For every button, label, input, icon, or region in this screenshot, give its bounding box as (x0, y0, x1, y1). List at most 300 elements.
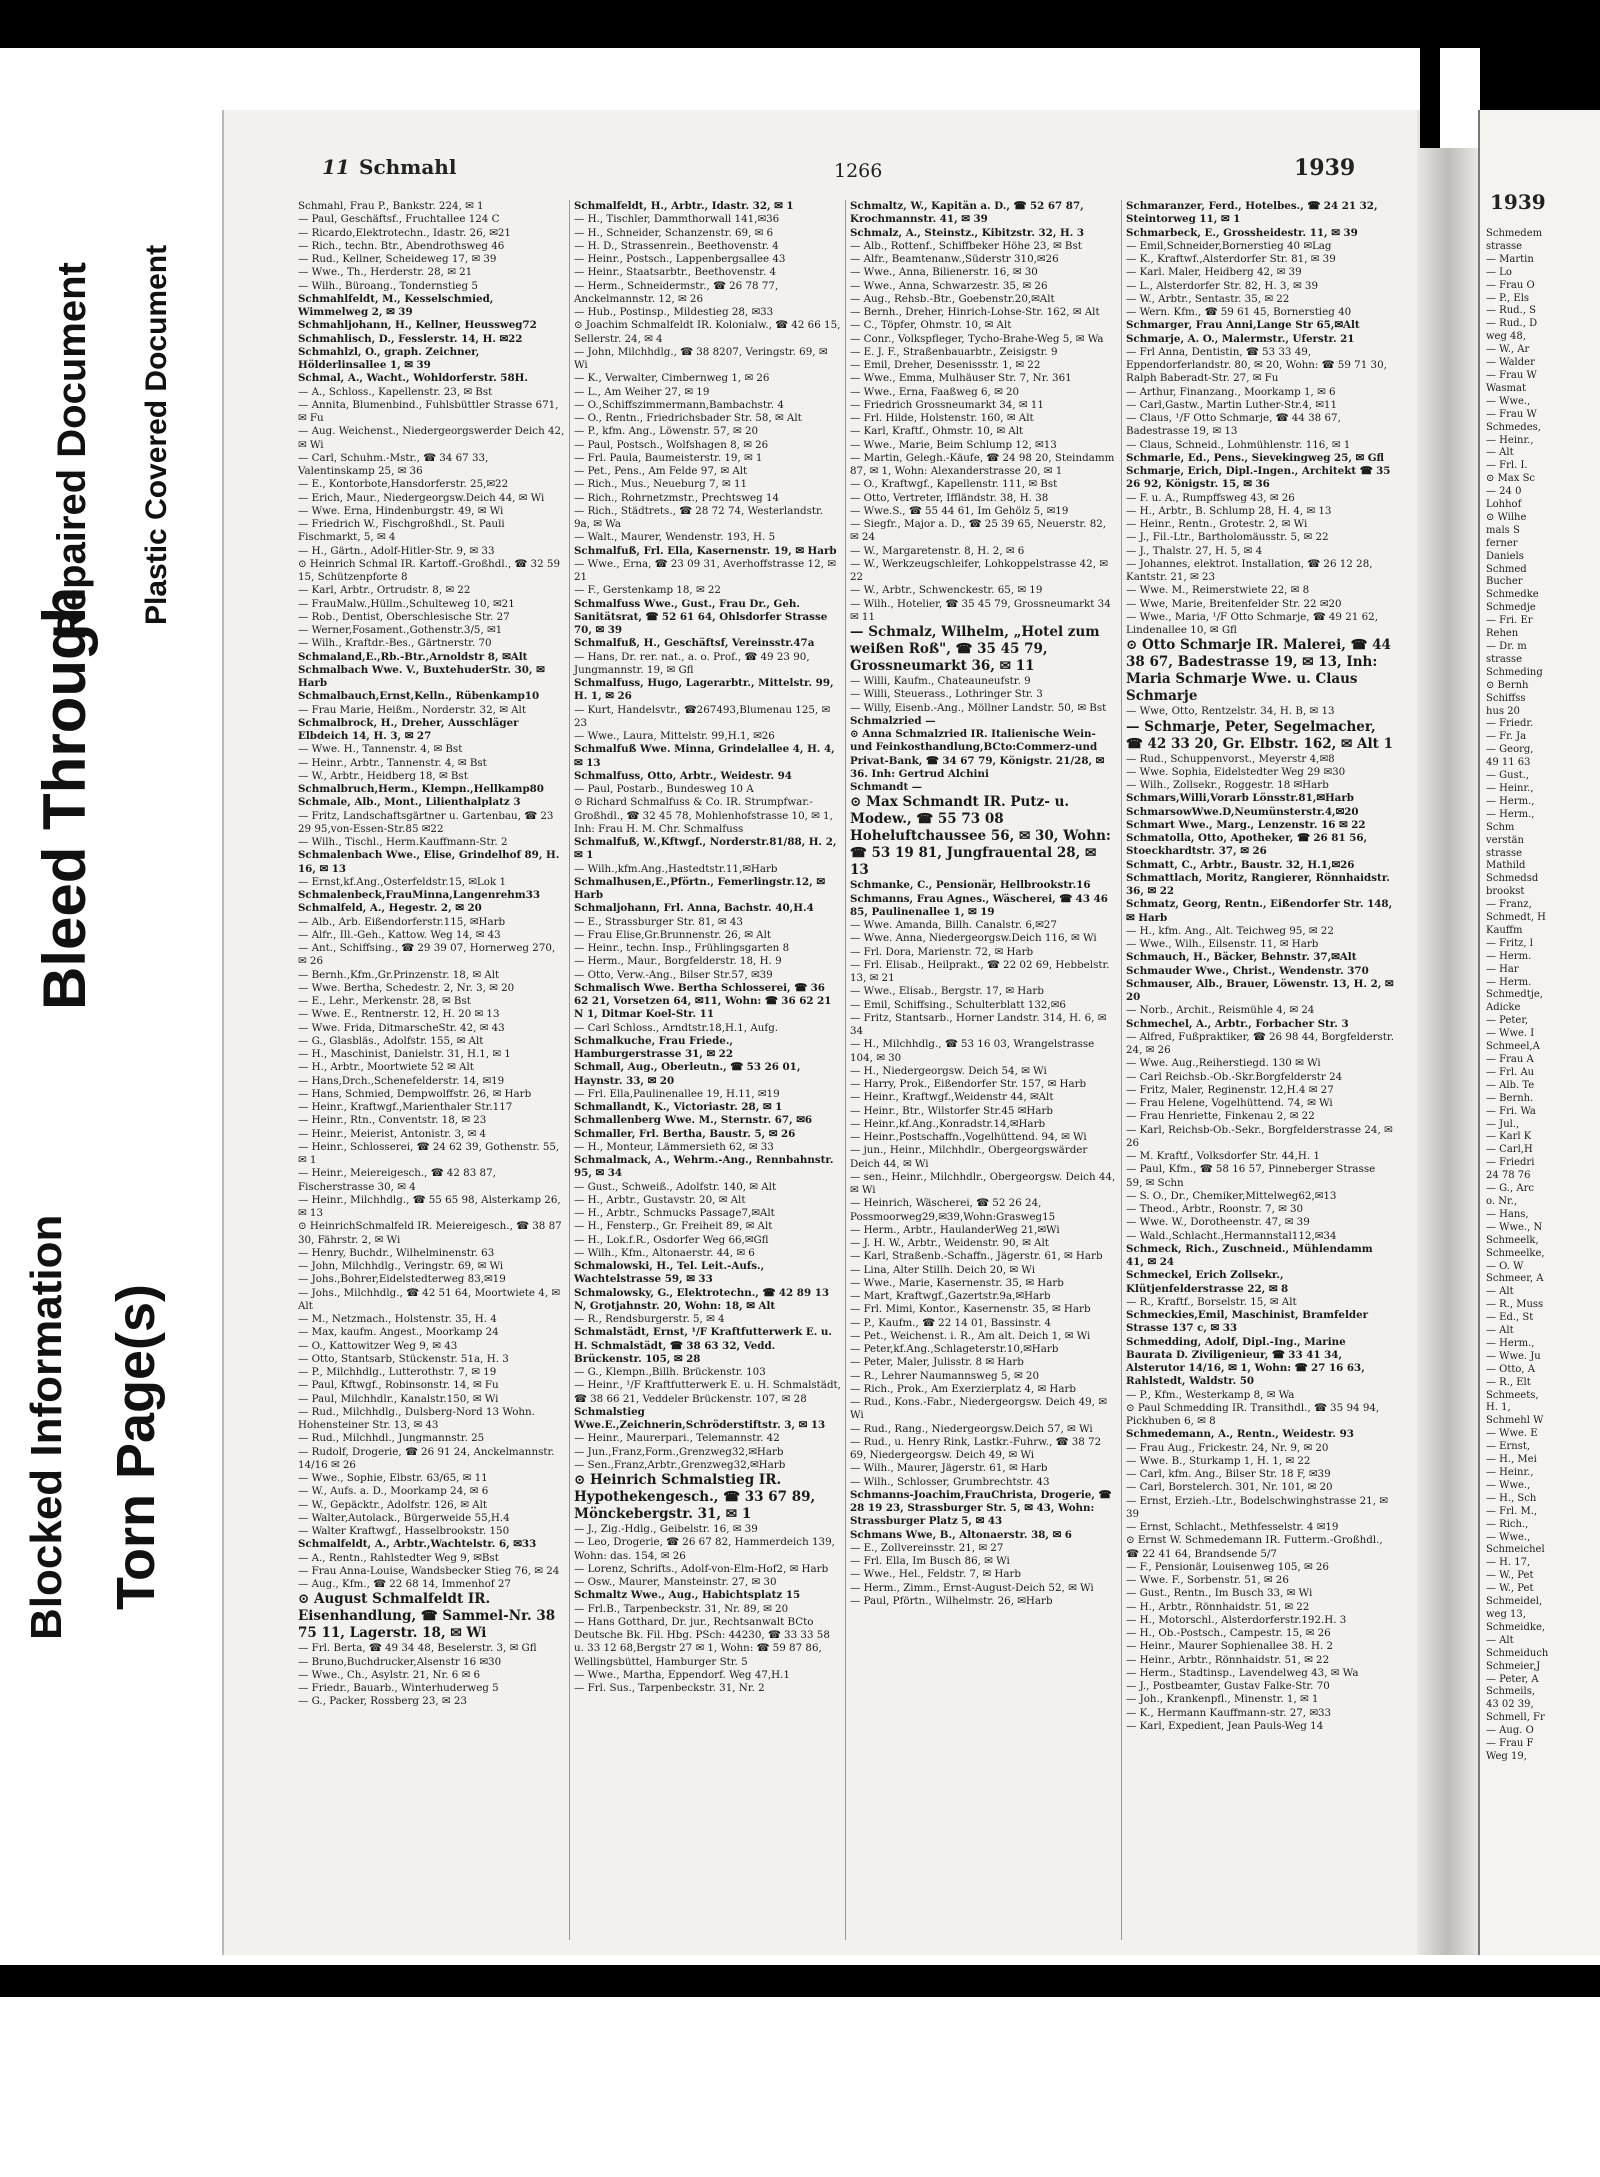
adjacent-page-line: — Herm., (1486, 808, 1535, 820)
directory-entry: — Max, kaufm. Angest., Moorkamp 24 (298, 1326, 499, 1339)
directory-entry: — Herm., Schneidermstr., ☎ 26 78 77, Anckelmannstr. 12, ✉ 26 (574, 279, 779, 305)
directory-entry: Schmalkuche, Frau Friede., Hamburgerstrasse 31, ✉ 22 (574, 1034, 734, 1060)
directory-entry: — Annita, Blumenbind., Fuhlsbüttler Strasse 671, ✉ Fu (298, 398, 559, 424)
directory-entry: — Friedr., Bauarb., Winterhuderweg 5 (298, 1682, 499, 1694)
directory-entry: — Herm., Stadtinsp., Lavendelweg 43, ✉ Wa (1126, 1666, 1359, 1679)
adjacent-page-line: Mathild (1486, 860, 1526, 872)
directory-entry: Schmatt, C., Arbtr., Baustr. 32, H.1,✉26 (1126, 858, 1355, 871)
adjacent-page-line: — Wwe., (1486, 1479, 1531, 1491)
adjacent-page-line: — Friedri (1486, 1157, 1535, 1169)
adjacent-page-line: — Frau O (1486, 279, 1535, 291)
directory-entry: Schmahljohann, H., Kellner, Heussweg72 (298, 319, 537, 332)
label-plastic-covered-document: Plastic Covered Document (140, 244, 173, 625)
directory-entry: — John, Milchhdlg., ☎ 38 8207, Veringstr. 69, ✉ Wi (574, 345, 828, 371)
directory-entry: — W., Werkzeugschleifer, Lohkoppelstrasse 42, ✉ 22 (850, 557, 1108, 583)
directory-entry: Schmauch, H., Bäcker, Behnstr. 37,✉Alt (1126, 951, 1357, 964)
directory-entry: — Friedrich Grossneumarkt 34, ✉ 11 (850, 398, 1044, 411)
directory-entry: — Carl, Schuhm.-Mstr., ☎ 34 67 33, Valentinskamp 25, ✉ 36 (298, 451, 489, 477)
directory-entry: Schmahlfeldt, M., Kesselschmied, Wimmelweg 2, ✉ 39 (298, 292, 494, 318)
directory-entry: — Martin, Gelegh.-Käufe, ☎ 24 98 20, Steindamm 87, ✉ 1, Wohn: Alexanderstrasse 20, ✉ 1 (850, 451, 1115, 477)
adjacent-page-line: — Lo (1486, 266, 1512, 278)
adjacent-page-line: — W., Ar (1486, 344, 1530, 356)
directory-entry: — S. O., Dr., Chemiker,Mittelweg62,✉13 (1126, 1189, 1337, 1202)
directory-entry: — Frl. Sus., Tarpenbeckstr. 31, Nr. 2 (574, 1682, 765, 1694)
directory-entry: — Wwe., Marie, Beim Schlump 12, ✉13 (850, 438, 1057, 451)
directory-entry: — Willy, Eisenb.-Ang., Möllner Landstr. 50, ✉ Bst (850, 701, 1107, 714)
directory-entry: Schmalhusen,E.,Pförtn., Femerlingstr.12, ✉ Harb (574, 875, 825, 901)
directory-entry: — Wwe. W., Dorotheenstr. 47, ✉ 39 (1126, 1216, 1310, 1229)
directory-entry: — O., Rentn., Friedrichsbader Str. 58, ✉ Alt (574, 412, 802, 424)
directory-entry: — Hans Gotthard, Dr. jur., Rechtsanwalt BCto Deutsche Bk. Fil. Hbg. PSch: 44230, ☎ 33 33 58 u. 33 12 68,Bergstr 27 ✉ 1, Wohn: ☎ 59 87 86, Wellingsbüttel, Hamburger Str. 5 (574, 1615, 830, 1668)
directory-entry: — L., Am Weiher 27, ✉ 19 (574, 385, 710, 398)
directory-entry: — Wwe., Martha, Eppendorf. Weg 47,H.1 (574, 1668, 790, 1681)
directory-entry: Schmans Wwe, B., Altonaerstr. 38, ✉ 6 (850, 1528, 1072, 1541)
directory-entry: Schmatolla, Otto, Apotheker, ☎ 26 81 56, Stoeckhardtstr. 37, ✉ 26 (1126, 832, 1368, 858)
directory-entry: Schmarje, A. O., Malermstr., Uferstr. 21 (1126, 332, 1355, 345)
adjacent-page-line: — R., Muss (1486, 1299, 1544, 1311)
adjacent-page-line: Daniels (1486, 550, 1524, 562)
directory-entry: — Hub., Postinsp., Mildestieg 28, ✉33 (574, 306, 774, 318)
directory-entry: ⊙ Max Schmandt IR. Putz- u. Modew., ☎ 55 73 08 Hoheluftchaussee 56, ✉ 30, Wohn: ☎ 53 19 81, Jungfrauental 28, ✉ 13 (850, 794, 1111, 879)
adjacent-page-line: — H., Mei (1486, 1454, 1537, 1466)
directory-entry: — Werner,Fosament.,Gothenstr.3/5, ✉1 (298, 624, 503, 636)
adjacent-page-line: — Alt (1486, 1325, 1514, 1337)
directory-entry: — Rich., Rohrnetzmstr., Prechtsweg 14 (574, 491, 780, 504)
directory-entry: — Frl Anna, Dentistin, ☎ 53 33 49, Eppendorferlandstr. 80, ✉ 20, Wohn: ☎ 59 71 30, Ralph Baberadt-Str. 27, ✉ Fu (1126, 345, 1387, 385)
directory-entry: — Frl. Elisab., Heilprakt., ☎ 22 02 69, Hebbelstr. 13, ✉ 21 (850, 958, 1110, 984)
directory-entry: — Joh., Krankenpfl., Minenstr. 1, ✉ 1 (1126, 1693, 1319, 1706)
adjacent-page-line: — Frl. Au (1486, 1066, 1535, 1078)
directory-entry: — Rich., Prok., Am Exerzierplatz 4, ✉ Harb (850, 1382, 1076, 1395)
directory-entry: — K., Hermann Kauffmann-str. 27, ✉33 (1126, 1706, 1332, 1719)
directory-entry: ⊙ Heinrich Schmal IR. Kartoff.-Großhdl., ☎ 32 59 15, Schützenpforte 8 (298, 557, 561, 583)
directory-entry: Schmauser, Alb., Brauer, Löwenstr. 13, H. 2, ✉ 20 (1126, 977, 1394, 1003)
label-repaired-document: Repaired Document (50, 262, 94, 640)
directory-entry: Schmalstieg Wwe.E.,Zeichnerin,Schröderstiftstr. 3, ✉ 13 (574, 1405, 826, 1431)
directory-entry: — Otto, Vertreter, Iffländstr. 38, H. 38 (850, 491, 1049, 504)
directory-entry: — Heinr., Rtn., Conventstr. 18, ✉ 23 (298, 1114, 487, 1127)
adjacent-page-line: 49 11 63 (1486, 757, 1531, 769)
adjacent-page-line: Schmell, Fr (1486, 1712, 1545, 1724)
adjacent-page-line: Schmeding (1486, 666, 1543, 678)
directory-entry: Schmall, Aug., Oberleutn., ☎ 53 26 01, Haynstr. 33, ✉ 20 (574, 1061, 801, 1087)
directory-entry: Schmale, Alb., Mont., Lilienthalplatz 3 (298, 796, 521, 809)
directory-entry: Schmallandt, K., Victoriastr. 28, ✉ 1 (574, 1101, 783, 1113)
directory-entry: — Wwe., Emma, Mulhäuser Str. 7, Nr. 361 (850, 372, 1072, 385)
directory-entry: — Frl.B., Tarpenbeckstr. 31, Nr. 89, ✉ 20 (574, 1602, 789, 1615)
directory-entry: — Frau Helene, Vogelhüttend. 74, ✉ Wi (1126, 1097, 1333, 1109)
directory-entry: — Wwe. B., Sturkamp 1, H. 1, ✉ 22 (1126, 1454, 1311, 1467)
adjacent-page-line: Adicke (1486, 1002, 1521, 1014)
directory-entry: ⊙ HeinrichSchmalfeld IR. Meiereigesch., ☎ 38 87 30, Fährstr. 2, ✉ Wi (298, 1220, 562, 1246)
adjacent-page-line: — Carl,H (1486, 1144, 1533, 1156)
directory-entry: — Wwe. Erna, Hindenburgstr. 49, ✉ Wi (298, 504, 504, 517)
directory-entry: — Carl Reichsb.-Ob.-Skr.Borgfelderstr 24 (1126, 1070, 1343, 1083)
directory-entry: — H., Motorschl., Alsterdorferstr.192.H. 3 (1126, 1613, 1347, 1626)
adjacent-page-line: Schmeichel (1486, 1544, 1545, 1556)
directory-entry: — Osw., Maurer, Mansteinstr. 27, ✉ 30 (574, 1576, 777, 1588)
directory-entry: — Ricardo,Elektrotechn., Idastr. 26, ✉21 (298, 226, 511, 239)
directory-entry: — Paul, Milchhdlr., Kanalstr.150, ✉ Wi (298, 1392, 499, 1405)
directory-entry: — Wwe., Anna, Schwarzestr. 35, ✉ 26 (850, 279, 1048, 292)
directory-entry: — Karl, Kraftf., Ohmstr. 10, ✉ Alt (850, 425, 1024, 438)
directory-entry: — Rudolf, Drogerie, ☎ 26 91 24, Anckelmannstr. 14/16 ✉ 26 (298, 1445, 555, 1471)
directory-entry: — W., Gepäcktr., Adolfstr. 126, ✉ Alt (298, 1498, 488, 1511)
directory-entry: — Heinr.,kf.Ang.,Konradstr.14,✉Harb (850, 1117, 1046, 1130)
page-number: 1266 (834, 160, 883, 182)
directory-entry: — L., Alsterdorfer Str. 82, H. 3, ✉ 39 (1126, 279, 1319, 292)
entry-columns (294, 200, 1404, 1940)
adjacent-page-line: — O. W (1486, 1260, 1524, 1272)
adjacent-page-line: Kauffm (1486, 924, 1523, 936)
directory-entry: — Henry, Buchdr., Wilhelminenstr. 63 (298, 1246, 495, 1259)
directory-entry: Schmaller, Frl. Bertha, Baustr. 5, ✉ 26 (574, 1127, 796, 1140)
directory-entry: Schmalfeldt, A., Arbtr.,Wachtelstr. 6, ✉33 (298, 1538, 537, 1551)
directory-entry: — Frau Elise,Gr.Brunnenstr. 26, ✉ Alt (574, 928, 772, 941)
directory-entry: — Heinr., Meiereigesch., ☎ 42 83 87, Fischerstrasse 30, ✉ 4 (298, 1167, 496, 1193)
directory-entry: — Wwe., Ch., Asylstr. 21, Nr. 6 ✉ 6 (298, 1668, 481, 1681)
directory-entry: — Rud., Milchhdl., Jungmannstr. 25 (298, 1432, 485, 1445)
directory-entry: Schmalbrock, H., Dreher, Ausschläger Elbdeich 14, H. 3, ✉ 27 (298, 716, 519, 742)
directory-entry: — jun., Heinr., Milchhdlr., Obergeorgswärder Deich 44, ✉ Wi (850, 1144, 1088, 1170)
directory-entry: — Frl. Mimi, Kontor., Kasernenstr. 35, ✉ Harb (850, 1303, 1091, 1316)
adjacent-page-line: Schmeelke, (1486, 1247, 1545, 1259)
directory-entry: — Frau Aug., Frickestr. 24, Nr. 9, ✉ 20 (1126, 1441, 1329, 1454)
directory-entry: Schmahlzl, O., graph. Zeichner, Hölderlinsallee 1, ✉ 39 (298, 345, 480, 371)
directory-entry: — Wern. Kfm., ☎ 59 61 45, Bornerstieg 40 (1126, 306, 1352, 318)
adjacent-page-line: — Alt (1486, 1286, 1514, 1298)
adjacent-page-line: — Wwe., N (1486, 1221, 1543, 1233)
directory-entry: — Rob., Dentist, Oberschlesische Str. 27 (298, 610, 510, 623)
adjacent-page-line: Schmeiduch (1486, 1647, 1549, 1659)
directory-entry: — Pet., Weichenst. i. R., Am alt. Deich 1, ✉ Wi (850, 1329, 1091, 1342)
directory-entry: — C., Töpfer, Ohmstr. 10, ✉ Alt (850, 319, 1012, 332)
directory-entry: — Rich., Mus., Neueburg 7, ✉ 11 (574, 478, 748, 491)
directory-entry: — H., kfm. Ang., Alt. Teichweg 95, ✉ 22 (1126, 924, 1334, 937)
directory-entry: — G., Packer, Rossberg 23, ✉ 23 (298, 1695, 467, 1708)
adjacent-page-line: weg 13, (1486, 1608, 1526, 1620)
directory-entry: — Ernst,kf.Ang.,Osterfeldstr.15, ✉Lok 1 (298, 875, 507, 888)
adjacent-page-line: — H., Sch (1486, 1492, 1537, 1504)
column-1 (294, 200, 570, 1940)
directory-entry: Schmahlisch, D., Fesslerstr. 14, H. ✉22 (298, 332, 523, 345)
directory-entry: Schmalz, A., Steinstz., Kibitzstr. 32, H. 3 (850, 226, 1085, 239)
directory-entry: — J. H. W., Arbtr., Weidenstr. 90, ✉ Alt (850, 1237, 1049, 1249)
directory-entry: — K., Verwalter, Cimbernweg 1, ✉ 26 (574, 372, 770, 385)
directory-entry: — Fritz, Stantsarb., Horner Landstr. 314, H. 6, ✉ 34 (850, 1011, 1107, 1037)
directory-entry: — Lina, Alter Stillh. Deich 20, ✉ Wi (850, 1263, 1035, 1276)
directory-entry: — H., Gärtn., Adolf-Hitler-Str. 9, ✉ 33 (298, 544, 495, 557)
adjacent-page-line: — Georg, (1486, 744, 1534, 756)
adjacent-page-line: ⊙ Wilhe (1486, 511, 1527, 523)
directory-entry: — Willi, Kaufm., Chateauneufstr. 9 (850, 675, 1031, 687)
adjacent-page-line: — Heinr., (1486, 434, 1534, 446)
directory-page (222, 110, 1419, 1955)
adjacent-page-line: — Hans, (1486, 1208, 1529, 1220)
directory-entry: Schmalowski, H., Tel. Leit.-Aufs., Wachtelstrasse 59, ✉ 33 (574, 1260, 765, 1286)
directory-entry: — Heinr.,Postschaffn.,Vogelhüttend. 94, ✉ Wi (850, 1131, 1087, 1143)
directory-entry: Schmanns, Frau Agnes., Wäscherei, ☎ 43 46 85, Paulinenallee 1, ✉ 19 (850, 892, 1108, 918)
directory-entry: — Wilh.,kfm.Ang.,Hastedtstr.11,✉Harb (574, 862, 778, 875)
adjacent-page-line: — Friedr. (1486, 718, 1534, 730)
adjacent-page-line: Schmeidke, (1486, 1621, 1546, 1633)
adjacent-page-line: — Wwe. E (1486, 1428, 1538, 1440)
adjacent-page-line: Bucher (1486, 576, 1523, 588)
adjacent-page-line: — Fritz, l (1486, 937, 1533, 949)
adjacent-page-line: 24 78 76 (1486, 1170, 1531, 1182)
directory-entry: — Lorenz, Schrifts., Adolf-von-Elm-Hof2, ✉ Harb (574, 1562, 829, 1575)
directory-entry: — O., Kattowitzer Weg 9, ✉ 43 (298, 1339, 458, 1352)
directory-entry: — Frl. Dora, Marienstr. 72, ✉ Harb (850, 945, 1034, 958)
directory-entry: — O., Kraftwgf., Kapellenstr. 111, ✉ Bst (850, 478, 1058, 491)
directory-entry: Schmalfuss, Hugo, Lagerarbtr., Mittelstr. 99, H. 1, ✉ 26 (574, 677, 834, 703)
column-4 (1122, 200, 1398, 1940)
directory-entry: — Karl. Maler, Heidberg 42, ✉ 39 (1126, 266, 1302, 279)
directory-entry: Schmechel, A., Arbtr., Forbacher Str. 3 (1126, 1017, 1349, 1030)
directory-entry: Schmalbach Wwe. V., BuxtehuderStr. 30, ✉ Harb (298, 663, 545, 689)
directory-entry: — Wilh., Schlosser, Grumbrechtstr. 43 (850, 1475, 1050, 1488)
directory-entry: — Carl Schloss., Arndtstr.18,H.1, Aufg. (574, 1021, 779, 1034)
directory-entry: — Wwe., Anna, Bilienerstr. 16, ✉ 30 (850, 266, 1038, 279)
directory-entry: — Siegfr., Major a. D., ☎ 25 39 65, Neuerstr. 82, ✉ 24 (850, 518, 1107, 544)
adjacent-page-line: ⊙ Bernh (1486, 679, 1529, 691)
directory-entry: — Carl, Borstelerch. 301, Nr. 101, ✉ 20 (1126, 1481, 1333, 1494)
directory-entry: — Bernh., Dreher, Hinrich-Lohse-Str. 162, ✉ Alt (850, 306, 1100, 318)
directory-entry: — Otto, Stantsarb, Stückenstr. 51a, H. 3 (298, 1352, 509, 1365)
directory-entry: — Wwe. F., Sorbenstr. 51, ✉ 26 (1126, 1574, 1289, 1586)
adjacent-page-line: — Rud., S (1486, 305, 1536, 317)
directory-entry: — Ant., Schiffsing., ☎ 29 39 07, Hornerweg 270, ✉ 26 (298, 942, 556, 968)
directory-entry: — Heinr., Staatsarbtr., Beethovenstr. 4 (574, 266, 777, 279)
directory-entry: — Aug., Rehsb.-Btr., Goebenstr.20,✉Alt (850, 292, 1055, 305)
defect-labels-panel (0, 140, 220, 1940)
directory-entry: — Emil, Schiffsing., Schulterblatt 132,✉6 (850, 998, 1066, 1011)
directory-entry: Schmaltz Wwe., Aug., Habichtsplatz 15 (574, 1589, 801, 1602)
directory-entry: — Claus, ¹/F Otto Schmarje, ☎ 44 38 67, Badestrasse 19, ✉ 13 (1126, 412, 1341, 438)
directory-entry: — Bruno,Buchdrucker,Alsenstr 16 ✉30 (298, 1655, 502, 1668)
directory-entry: — Heinr., techn. Insp., Frühlingsgarten 8 (574, 942, 790, 954)
directory-entry: — Wwe., Sophie, Elbstr. 63/65, ✉ 11 (298, 1472, 488, 1484)
adjacent-page-line: Schmeelk, (1486, 1234, 1539, 1246)
directory-entry: Schmattlach, Moritz, Rangierer, Rönnhaidstr. 36, ✉ 22 (1126, 871, 1390, 897)
directory-entry: — sen., Heinr., Milchhdlr., Obergeorgsw. Deich 44, ✉ Wi (850, 1170, 1116, 1196)
adjacent-page-line: Schmeidel, (1486, 1596, 1543, 1608)
directory-entry: Schmahl, Frau P., Bankstr. 224, ✉ 1 (298, 200, 484, 212)
adjacent-page-line: — W., Pet (1486, 1583, 1534, 1595)
adjacent-page-line: Lohhof (1486, 499, 1522, 511)
directory-entry: ⊙ Paul Schmedding IR. Transithdl., ☎ 35 94 94, Pickhuben 6, ✉ 8 (1126, 1401, 1380, 1427)
directory-entry: — Wilh., Kraftdr.-Bes., Gärtnerstr. 70 (298, 637, 492, 650)
directory-entry: — W., Aufs. a. D., Moorkamp 24, ✉ 6 (298, 1485, 489, 1498)
top-right-paper-edge (1440, 48, 1480, 148)
adjacent-page-line: Schmedke (1486, 589, 1539, 601)
directory-entry: ⊙ Anna Schmalzried IR. Italienische Wein- und Feinkosthandlung,BCto:Commerz-und Privat-Bank, ☎ 34 67 79, Königstr. 21/28, ✉ 36. Inh: Gertrud Alchini (850, 728, 1105, 780)
directory-entry: — Wilh., Kfm., Altonaerstr. 44, ✉ 6 (574, 1246, 755, 1259)
directory-entry: — Schmarje, Peter, Segelmacher, ☎ 42 33 20, Gr. Elbstr. 162, ✉ Alt 1 (1126, 718, 1393, 752)
adjacent-page-year: 1939 (1490, 190, 1546, 214)
directory-entry: — FrauMalw.,Hüllm.,Schulteweg 10, ✉21 (298, 597, 515, 610)
directory-entry: Schmalmack, A., Wehrm.-Ang., Rennbahnstr. 95, ✉ 34 (574, 1154, 834, 1180)
directory-entry: — Wwe., Maria, ¹/F Otto Schmarje, ☎ 49 21 62, Lindenallee 10, ✉ Gfl (1126, 610, 1379, 636)
page-header (224, 110, 1419, 180)
directory-entry: — Paul, Geschäftsf., Fruchtallee 124 C (298, 213, 500, 226)
adjacent-page-line: Schmedtje, (1486, 989, 1543, 1001)
directory-entry: Schmarje, Erich, Dipl.-Ingen., Architekt ☎ 35 26 92, Königstr. 15, ✉ 36 (1126, 465, 1391, 491)
directory-entry: — Peter, Maler, Julisstr. 8 ✉ Harb (850, 1356, 1024, 1369)
directory-entry: SchmarsowWwe.D,Neumünsterstr.4,✉20 (1126, 805, 1359, 818)
label-bleed-through: Bleed Through (31, 586, 98, 1010)
adjacent-page-line: Schmeils, (1486, 1686, 1535, 1698)
adjacent-page-line: — Martin (1486, 253, 1534, 265)
directory-entry: — Theod., Arbtr., Roonstr. 7, ✉ 30 (1126, 1203, 1304, 1215)
directory-entry: — J., Zig.-Hdlg., Geibelstr. 16, ✉ 39 (574, 1523, 758, 1535)
header-year: 1939 (1294, 155, 1356, 181)
adjacent-page-line: — G., Arc (1486, 1183, 1534, 1195)
directory-entry: Schmalfuss, Otto, Arbtr., Weidestr. 94 (574, 769, 792, 782)
directory-entry: — Wwe., Erna, Faaßweg 6, ✉ 20 (850, 385, 1020, 398)
adjacent-page-edge (1478, 110, 1600, 1955)
directory-entry: — H., Arbtr., Gustavstr. 20, ✉ Alt (574, 1193, 746, 1206)
directory-entry: — Heinr., Maurerpari., Telemannstr. 42 (574, 1432, 780, 1445)
directory-entry: Schmalfeld, A., Hegestr. 2, ✉ 20 (298, 902, 482, 915)
adjacent-page-line: Schm (1486, 821, 1515, 833)
directory-entry: — G., Glasbläs., Adolfstr. 155, ✉ Alt (298, 1034, 484, 1047)
directory-entry: — Herm., Zimm., Ernst-August-Deich 52, ✉ Wi (850, 1581, 1094, 1594)
adjacent-page-line: — Karl K (1486, 1131, 1532, 1143)
directory-entry: ⊙ Heinrich Schmalstieg IR. Hypothekengesch., ☎ 33 67 89, Mönckebergstr. 31, ✉ 1 (574, 1472, 816, 1522)
adjacent-page-line: Rehen (1486, 628, 1519, 640)
adjacent-page-line: Schmedem (1486, 228, 1543, 239)
directory-entry: — Wwe. Sophia, Eidelstedter Weg 29 ✉30 (1126, 765, 1346, 778)
directory-entry: — Wwe. E., Rentnerstr. 12, H. 20 ✉ 13 (298, 1008, 500, 1021)
adjacent-page-line: — Frl. I. (1486, 460, 1528, 472)
directory-entry: Schmaljohann, Frl. Anna, Bachstr. 40,H.4 (574, 902, 814, 915)
directory-entry: Schmalzried — (850, 714, 936, 727)
directory-entry: — Wilh., Büroang., Tondernstieg 5 (298, 279, 478, 292)
directory-entry: Schmarle, Ed., Pens., Sievekingweg 25, ✉ Gfl (1126, 451, 1385, 464)
directory-entry: — G., Klempn.,Billh. Brückenstr. 103 (574, 1366, 766, 1378)
directory-entry: — Rud., Kellner, Scheideweg 17, ✉ 39 (298, 253, 497, 265)
directory-entry: — H., Arbtr., Moortwiete 52 ✉ Alt (298, 1061, 474, 1074)
directory-entry: — Heinr., Arbtr., Rönnhaidstr. 51, ✉ 22 (1126, 1653, 1330, 1666)
directory-entry: — Rud., Milchhdlg., Dulsberg-Nord 13 Wohn. Hohensteiner Str. 13, ✉ 43 (298, 1405, 535, 1431)
directory-entry: — H. D., Strassenrein., Beethovenstr. 4 (574, 239, 779, 252)
directory-entry: — E. J. F., Straßenbauarbtr., Zeisigstr. 9 (850, 345, 1058, 358)
directory-entry: Schmalisch Wwe. Bertha Schlosserei, ☎ 36 62 21, Vorsetzen 64, ✉11, Wohn: ☎ 36 62 21 N 1, Ditmar Koel-Str. 11 (574, 981, 832, 1021)
adjacent-page-text (1486, 228, 1600, 1948)
adjacent-page-line: 43 02 39, (1486, 1699, 1534, 1711)
adjacent-page-line: — Rich., (1486, 1518, 1529, 1530)
directory-entry: — Kurt, Handelsvtr., ☎267493,Blumenau 125, ✉ 23 (574, 703, 831, 729)
adjacent-page-line: — 24 0 (1486, 486, 1522, 498)
directory-entry: ⊙ Richard Schmalfuss & Co. IR. Strumpfwar.-Großhdl., ☎ 32 45 78, Mohlenhofstrasse 10, ✉ 1, Inh: Frau H. M. Chr. Schmalfuss (574, 796, 833, 835)
adjacent-page-line: Schmedt, H (1486, 912, 1546, 924)
adjacent-page-line: strasse (1486, 653, 1523, 665)
directory-entry: — R., Rendsburgerstr. 5, ✉ 4 (574, 1313, 725, 1325)
directory-entry: — Paul, Postarb., Bundesweg 10 A (574, 783, 754, 795)
adjacent-page-line: verstän (1486, 834, 1524, 846)
directory-entry: — Frl. Ella, Im Busch 86, ✉ Wi (850, 1555, 1010, 1567)
adjacent-page-line: brookst (1486, 886, 1525, 898)
adjacent-page-line: — Herm., (1486, 1337, 1535, 1349)
directory-entry: — Frau Henriette, Finkenau 2, ✉ 22 (1126, 1110, 1315, 1123)
book-binding-gutter (1417, 110, 1478, 1955)
adjacent-page-line: — Frau W (1486, 369, 1537, 381)
directory-entry: — Heinr., Kraftwgf.,Marienthaler Str.117 (298, 1101, 513, 1113)
adjacent-page-line: — Rud., D (1486, 318, 1538, 330)
directory-entry: — Friedrich W., Fischgroßhdl., St. Pauli Fischmarkt, 5, ✉ 4 (298, 518, 505, 544)
directory-entry: — Hans,Drch.,Schenefelderstr. 14, ✉19 (298, 1074, 505, 1087)
directory-entry: — Frl. Hilde, Holstenstr. 160, ✉ Alt (850, 412, 1034, 424)
directory-entry: — Johannes, elektrot. Installation, ☎ 26 12 28, Kantstr. 21, ✉ 23 (1126, 557, 1373, 583)
directory-entry: — H., Lok.f.R., Osdorfer Weg 66,✉Gfl (574, 1233, 769, 1246)
directory-entry: — Wald.,Schlacht.,Hermannstal112,✉34 (1126, 1229, 1337, 1242)
adjacent-page-line: — Ed., St (1486, 1312, 1534, 1324)
adjacent-page-line: Schiffss (1486, 692, 1526, 704)
directory-entry: ⊙ August Schmalfeldt IR. Eisenhandlung, ☎ Sammel-Nr. 38 75 11, Lagerstr. 18, ✉ Wi (298, 1591, 556, 1642)
directory-entry: Schmaltz, W., Kapitän a. D., ☎ 52 67 87, Krochmannstr. 41, ✉ 39 (850, 200, 1084, 226)
directory-entry: Schmandt — (850, 781, 923, 793)
directory-entry: — W., Margaretenstr. 8, H. 2, ✉ 6 (850, 544, 1025, 557)
directory-entry: — Aug. Weichenst., Niedergeorgswerder Deich 42, ✉ Wi (298, 425, 565, 451)
directory-entry: — Wwe, Otto, Rentzelstr. 34, H. B, ✉ 13 (1126, 705, 1335, 718)
directory-entry: — Fritz, Landschaftsgärtner u. Gartenbau, ☎ 23 29 95,von-Essen-Str.85 ✉22 (298, 809, 554, 835)
directory-entry: Schmanns-Joachim,FrauChrista, Drogerie, ☎ 28 19 23, Strassburger Str. 5, ✉ 43, Wohn: Strassburger Platz 5, ✉ 43 (850, 1488, 1112, 1528)
directory-entry: — Wwe. Anna, Niedergeorgsw.Deich 116, ✉ Wi (850, 932, 1097, 945)
directory-entry: — J., Fil.-Ltr., Bartholomäusstr. 5, ✉ 22 (1126, 531, 1329, 544)
directory-entry: — Wwe., Laura, Mittelstr. 99,H.1, ✉26 (574, 730, 775, 742)
directory-entry: — Rud., u. Henry Rink, Lastkr.-Fuhrw., ☎ 38 72 69, Niedergeorgsw. Deich 49, ✉ Wi (850, 1435, 1102, 1461)
directory-entry: — Emil,Schneider,Bornerstieg 40 ✉Lag (1126, 239, 1332, 252)
directory-entry: — Alb., Rottenf., Schiffbeker Höhe 23, ✉ Bst (850, 239, 1082, 252)
adjacent-page-line: H. 1, (1486, 1402, 1511, 1414)
directory-entry: — Heinr., Milchhdlg., ☎ 55 65 98, Alsterkamp 26, ✉ 13 (298, 1193, 561, 1219)
directory-entry: — Carl,Gastw., Martin Luther-Str.4, ✉11 (1126, 398, 1338, 411)
adjacent-page-line: Schmeel,A (1486, 1041, 1540, 1053)
directory-entry: — Arthur, Finanzang., Moorkamp 1, ✉ 6 (1126, 385, 1336, 398)
directory-entry: — Frau Anna-Louise, Wandsbecker Stieg 76, ✉ 24 (298, 1564, 560, 1577)
directory-entry: ⊙ Joachim Schmalfeldt IR. Kolonialw., ☎ 42 66 15, Sellerstr. 24, ✉ 4 (574, 319, 841, 345)
adjacent-page-line: mals S (1486, 524, 1520, 536)
directory-entry: — Paul, Kftwgf., Robinsonstr. 14, ✉ Fu (298, 1379, 499, 1392)
directory-entry: Schmart Wwe., Marg., Lenzenstr. 16 ✉ 22 (1126, 818, 1366, 831)
directory-entry: Schmaland,E.,Rb.-Btr.,Arnoldstr 8, ✉Alt (298, 650, 528, 663)
directory-entry: — Herm., Maur., Borgfelderstr. 18, H. 9 (574, 955, 782, 968)
directory-entry: — J., Postbeamter, Gustav Falke-Str. 70 (1126, 1680, 1330, 1692)
directory-entry: — E., Lehr., Merkenstr. 28, ✉ Bst (298, 995, 471, 1007)
adjacent-page-line: weg 48, (1486, 331, 1526, 343)
adjacent-page-line: Schmedje (1486, 602, 1536, 614)
directory-entry: — P., Kaufm., ☎ 22 14 01, Bassinstr. 4 (850, 1316, 1052, 1329)
directory-entry: — Carl, kfm. Ang., Bilser Str. 18 F, ✉39 (1126, 1468, 1331, 1480)
directory-entry: Schmaranzer, Ferd., Hotelbes., ☎ 24 21 32, Steintorweg 11, ✉ 1 (1126, 200, 1378, 226)
directory-entry: — Karl, Arbtr., Ortrudstr. 8, ✉ 22 (298, 584, 471, 597)
directory-entry: — Alfr., Ill.-Geh., Kattow. Weg 14, ✉ 43 (298, 928, 501, 941)
directory-entry: Schmalenbeck,FrauMinna,Langenrehm33 (298, 889, 541, 901)
directory-entry: — Rud., Schuppenvorst., Meyerstr 4,✉8 (1126, 752, 1335, 765)
directory-entry: — R., Lehrer Naumannsweg 5, ✉ 20 (850, 1369, 1040, 1382)
directory-entry: — W., Arbtr., Schwenckestr. 65, ✉ 19 (850, 584, 1043, 597)
directory-entry: — Walter Kraftwgf., Hasselbrookstr. 150 (298, 1525, 510, 1537)
directory-entry: — Heinr., Rentn., Grotestr. 2, ✉ Wi (1126, 518, 1308, 530)
directory-entry: — Karl, Straßenb.-Schaffn., Jägerstr. 61, ✉ Harb (850, 1250, 1103, 1263)
adjacent-page-line: — Peter, A (1486, 1673, 1539, 1685)
directory-entry: — Karl, Expedient, Jean Pauls-Weg 14 (1126, 1719, 1324, 1732)
directory-entry: — P., Kfm., Westerkamp 8, ✉ Wa (1126, 1388, 1295, 1401)
directory-entry: — Wwe. Bertha, Schedestr. 2, Nr. 3, ✉ 20 (298, 981, 515, 994)
adjacent-page-line: — Walder (1486, 357, 1535, 369)
adjacent-page-line: — Herm., (1486, 795, 1535, 807)
